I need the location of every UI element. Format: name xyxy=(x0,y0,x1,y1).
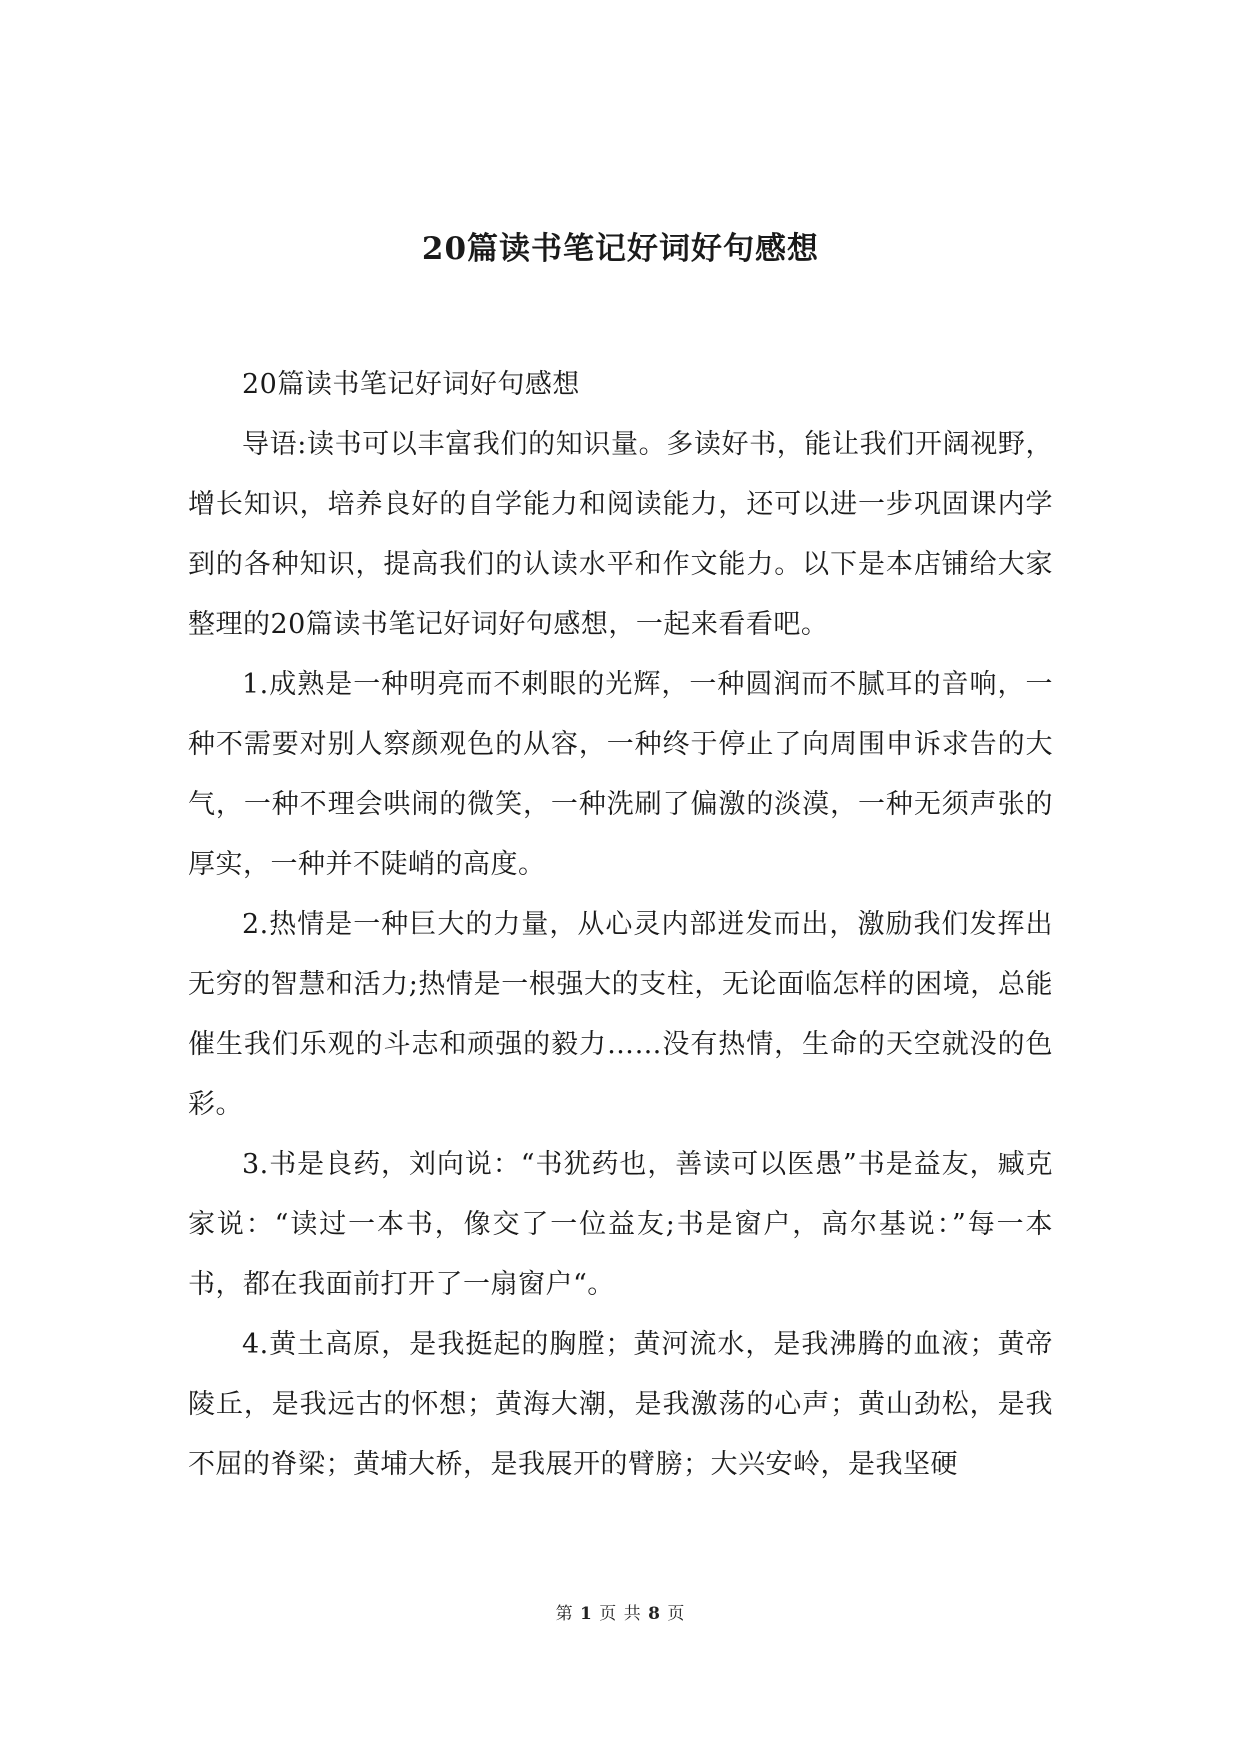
paragraph-item-2: 2.热情是一种巨大的力量，从心灵内部迸发而出，激励我们发挥出无穷的智慧和活力;热情是一根强大的支柱，无论面临怎样的困境，总能催生我们乐观的斗志和顽强的毅力……没有热情，生命的天空就没的色彩。 xyxy=(188,909,1053,1120)
paragraph-intro: 导语:读书可以丰富我们的知识量。多读好书，能让我们开阔视野，增长知识，培养良好的自学能力和阅读能力，还可以进一步巩固课内学到的各种知识，提高我们的认读水平和作文能力。以下是本店铺给大家整理的20篇读书笔记好词好句感想，一起来看看吧。 xyxy=(188,429,1053,640)
footer-suffix: 页 xyxy=(667,1604,686,1624)
footer-current-page: 1 xyxy=(580,1604,593,1624)
paragraph-item-1: 1.成熟是一种明亮而不刺眼的光辉，一种圆润而不腻耳的音响，一种不需要对别人察颜观色的从容，一种终于停止了向周围申诉求告的大气，一种不理会哄闹的微笑，一种洗刷了偏激的淡漠，一种无须声张的厚实，一种并不陡峭的高度。 xyxy=(188,669,1053,880)
page-footer xyxy=(0,1602,1241,1626)
footer-total-pages: 8 xyxy=(648,1604,661,1624)
document-body xyxy=(188,355,1053,1495)
footer-prefix: 第 xyxy=(555,1604,574,1624)
paragraph-subtitle: 20篇读书笔记好词好句感想 xyxy=(242,369,580,400)
paragraph-item-3: 3.书是良药，刘向说：“书犹药也，善读可以医愚”书是益友，臧克家说：“读过一本书，像交了一位益友;书是窗户，高尔基说：”每一本书，都在我面前打开了一扇窗户“。 xyxy=(188,1149,1053,1300)
paragraph-item-4: 4.黄土高原，是我挺起的胸膛；黄河流水，是我沸腾的血液；黄帝陵丘，是我远古的怀想；黄海大潮，是我激荡的心声；黄山劲松，是我不屈的脊梁；黄埔大桥，是我展开的臂膀；大兴安岭，是我坚硬 xyxy=(188,1329,1053,1480)
document-title: 20篇读书笔记好词好句感想 xyxy=(421,231,820,267)
footer-middle: 页 共 xyxy=(599,1604,642,1624)
